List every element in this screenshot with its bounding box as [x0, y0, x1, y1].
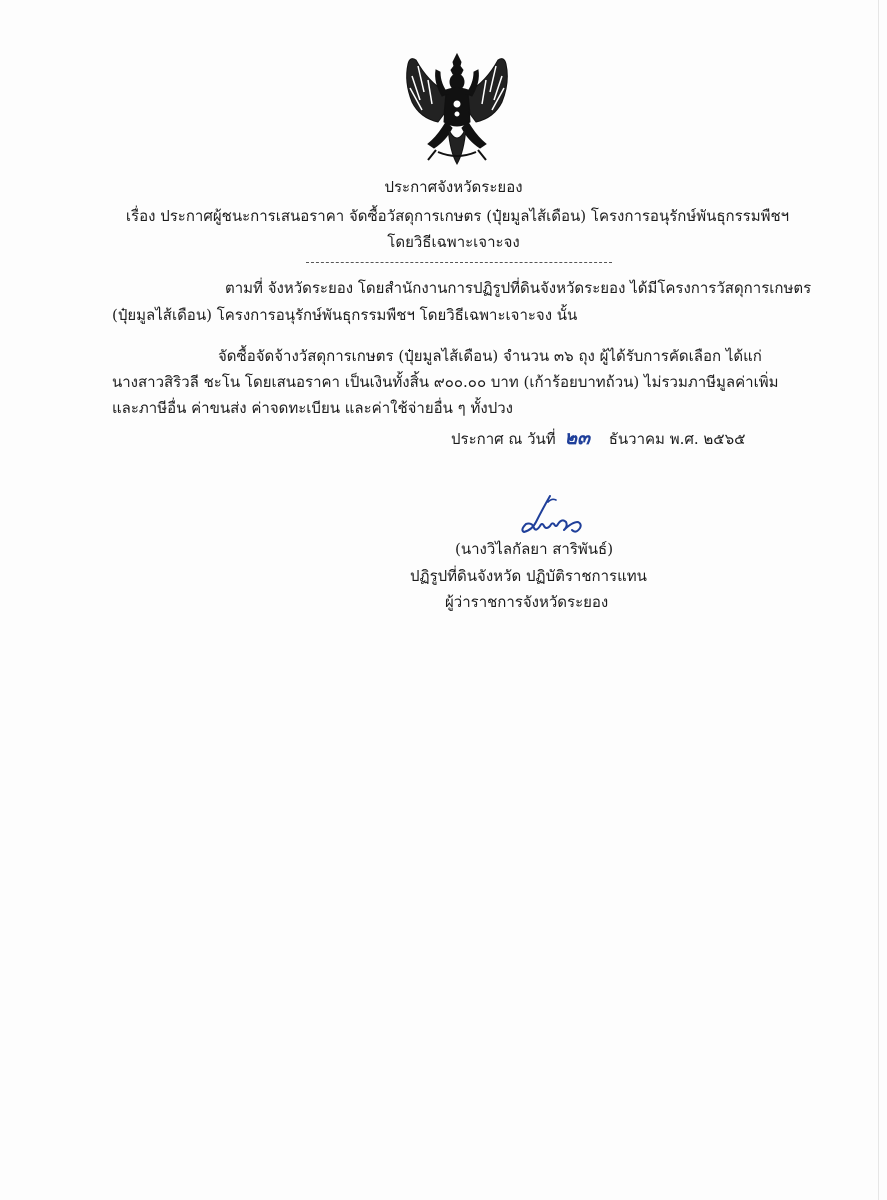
procurement-method: โดยวิธีเฉพาะเจาะจง	[387, 233, 520, 251]
paragraph-1-line-2: (ปุ๋ยมูลไส้เดือน) โครงการอนุรักษ์พันธุกรรมพืชฯ โดยวิธีเฉพาะเจาะจง นั้น	[112, 306, 578, 324]
paragraph-2-line-3: และภาษีอื่น ค่าขนส่ง ค่าจดทะเบียน และค่าใช้จ่ายอื่น ๆ ทั้งปวง	[112, 399, 513, 417]
date-day-handwritten: ๒๓	[564, 427, 590, 449]
signatory-position: ปฏิรูปที่ดินจังหวัด ปฏิบัติราชการแทน	[410, 567, 647, 585]
announcement-date	[451, 427, 746, 450]
date-prefix: ประกาศ ณ วันที่	[451, 430, 556, 448]
paragraph-1-line-1: ตามที่ จังหวัดระยอง โดยสำนักงานการปฏิรูปที่ดินจังหวัดระยอง ได้มีโครงการวัสดุการเกษตร	[225, 279, 812, 297]
signatory-position-acting-for: ผู้ว่าราชการจังหวัดระยอง	[445, 593, 609, 611]
paragraph-2-line-1: จัดซื้อจัดจ้างวัสดุการเกษตร (ปุ๋ยมูลไส้เดือน) จำนวน ๓๖ ถุง ผู้ได้รับการคัดเลือก ได้แก่	[218, 347, 762, 365]
date-month-year: ธันวาคม พ.ศ. ๒๕๖๕	[608, 430, 746, 448]
handwritten-signature	[512, 494, 592, 538]
garuda-emblem-icon	[398, 52, 516, 172]
announcement-title: ประกาศจังหวัดระยอง	[384, 178, 523, 196]
title-divider	[306, 262, 612, 263]
paragraph-2-line-2: นางสาวสิริวลี ชะโน โดยเสนอราคา เป็นเงินทั้งสิ้น ๙๐๐.๐๐ บาท (เก้าร้อยบาทถ้วน) ไม่รวมภาษีมูลค่าเพิ่ม	[112, 373, 779, 391]
signatory-name: (นางวิไลกัลยา สาริพันธ์)	[455, 540, 614, 558]
announcement-subject: เรื่อง ประกาศผู้ชนะการเสนอราคา จัดซื้อวัสดุการเกษตร (ปุ๋ยมูลไส้เดือน) โครงการอนุรักษ์พันธุกรรมพืชฯ	[125, 207, 790, 225]
